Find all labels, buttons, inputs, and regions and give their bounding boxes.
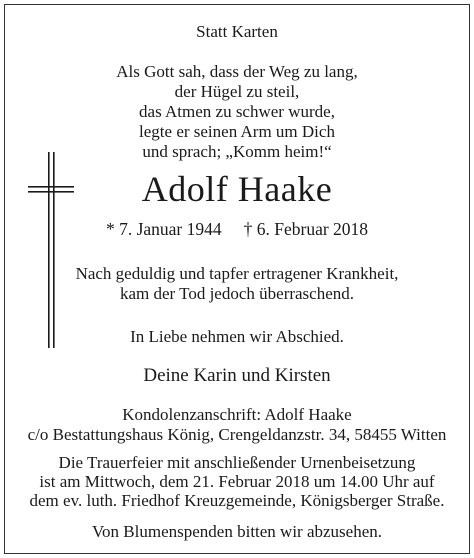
funeral-line: dem ev. luth. Friedhof Kreuzgemeinde, Königsberger Straße.: [29, 491, 445, 510]
poem-line: legte er seinen Arm um Dich: [139, 122, 335, 141]
message-line: kam der Tod jedoch überraschend.: [119, 284, 355, 303]
poem-line: das Atmen zu schwer wurde,: [139, 102, 335, 121]
funeral-line: Die Trauerfeier mit anschließender Urnenbeisetzung: [58, 453, 416, 472]
poem-line: Als Gott sah, dass der Weg zu lang,: [116, 62, 358, 81]
poem-line: der Hügel zu steil,: [174, 82, 300, 101]
condolence-line: c/o Bestattungshaus König, Crengeldanzstr. 34, 58455 Witten: [27, 425, 447, 444]
poem-line: und sprach; „Komm heim!“: [142, 142, 332, 161]
deceased-name: Adolf Haake: [141, 169, 333, 209]
closing-text: Von Blumenspenden bitten wir abzusehen.: [91, 522, 383, 541]
signature-text: Deine Karin und Kirsten: [143, 365, 331, 386]
funeral-line: ist am Mittwoch, dem 21. Februar 2018 um 14.00 Uhr auf: [39, 472, 435, 491]
header-text: Statt Karten: [196, 22, 278, 41]
message-line: Nach geduldig und tapfer ertragener Krankheit,: [75, 264, 399, 283]
farewell-text: In Liebe nehmen wir Abschied.: [130, 327, 344, 346]
death-date: † 6. Februar 2018: [243, 219, 369, 239]
condolence-line: Kondolenzanschrift: Adolf Haake: [122, 405, 352, 424]
birth-date: * 7. Januar 1944: [105, 219, 222, 239]
life-dates: [0, 218, 474, 240]
